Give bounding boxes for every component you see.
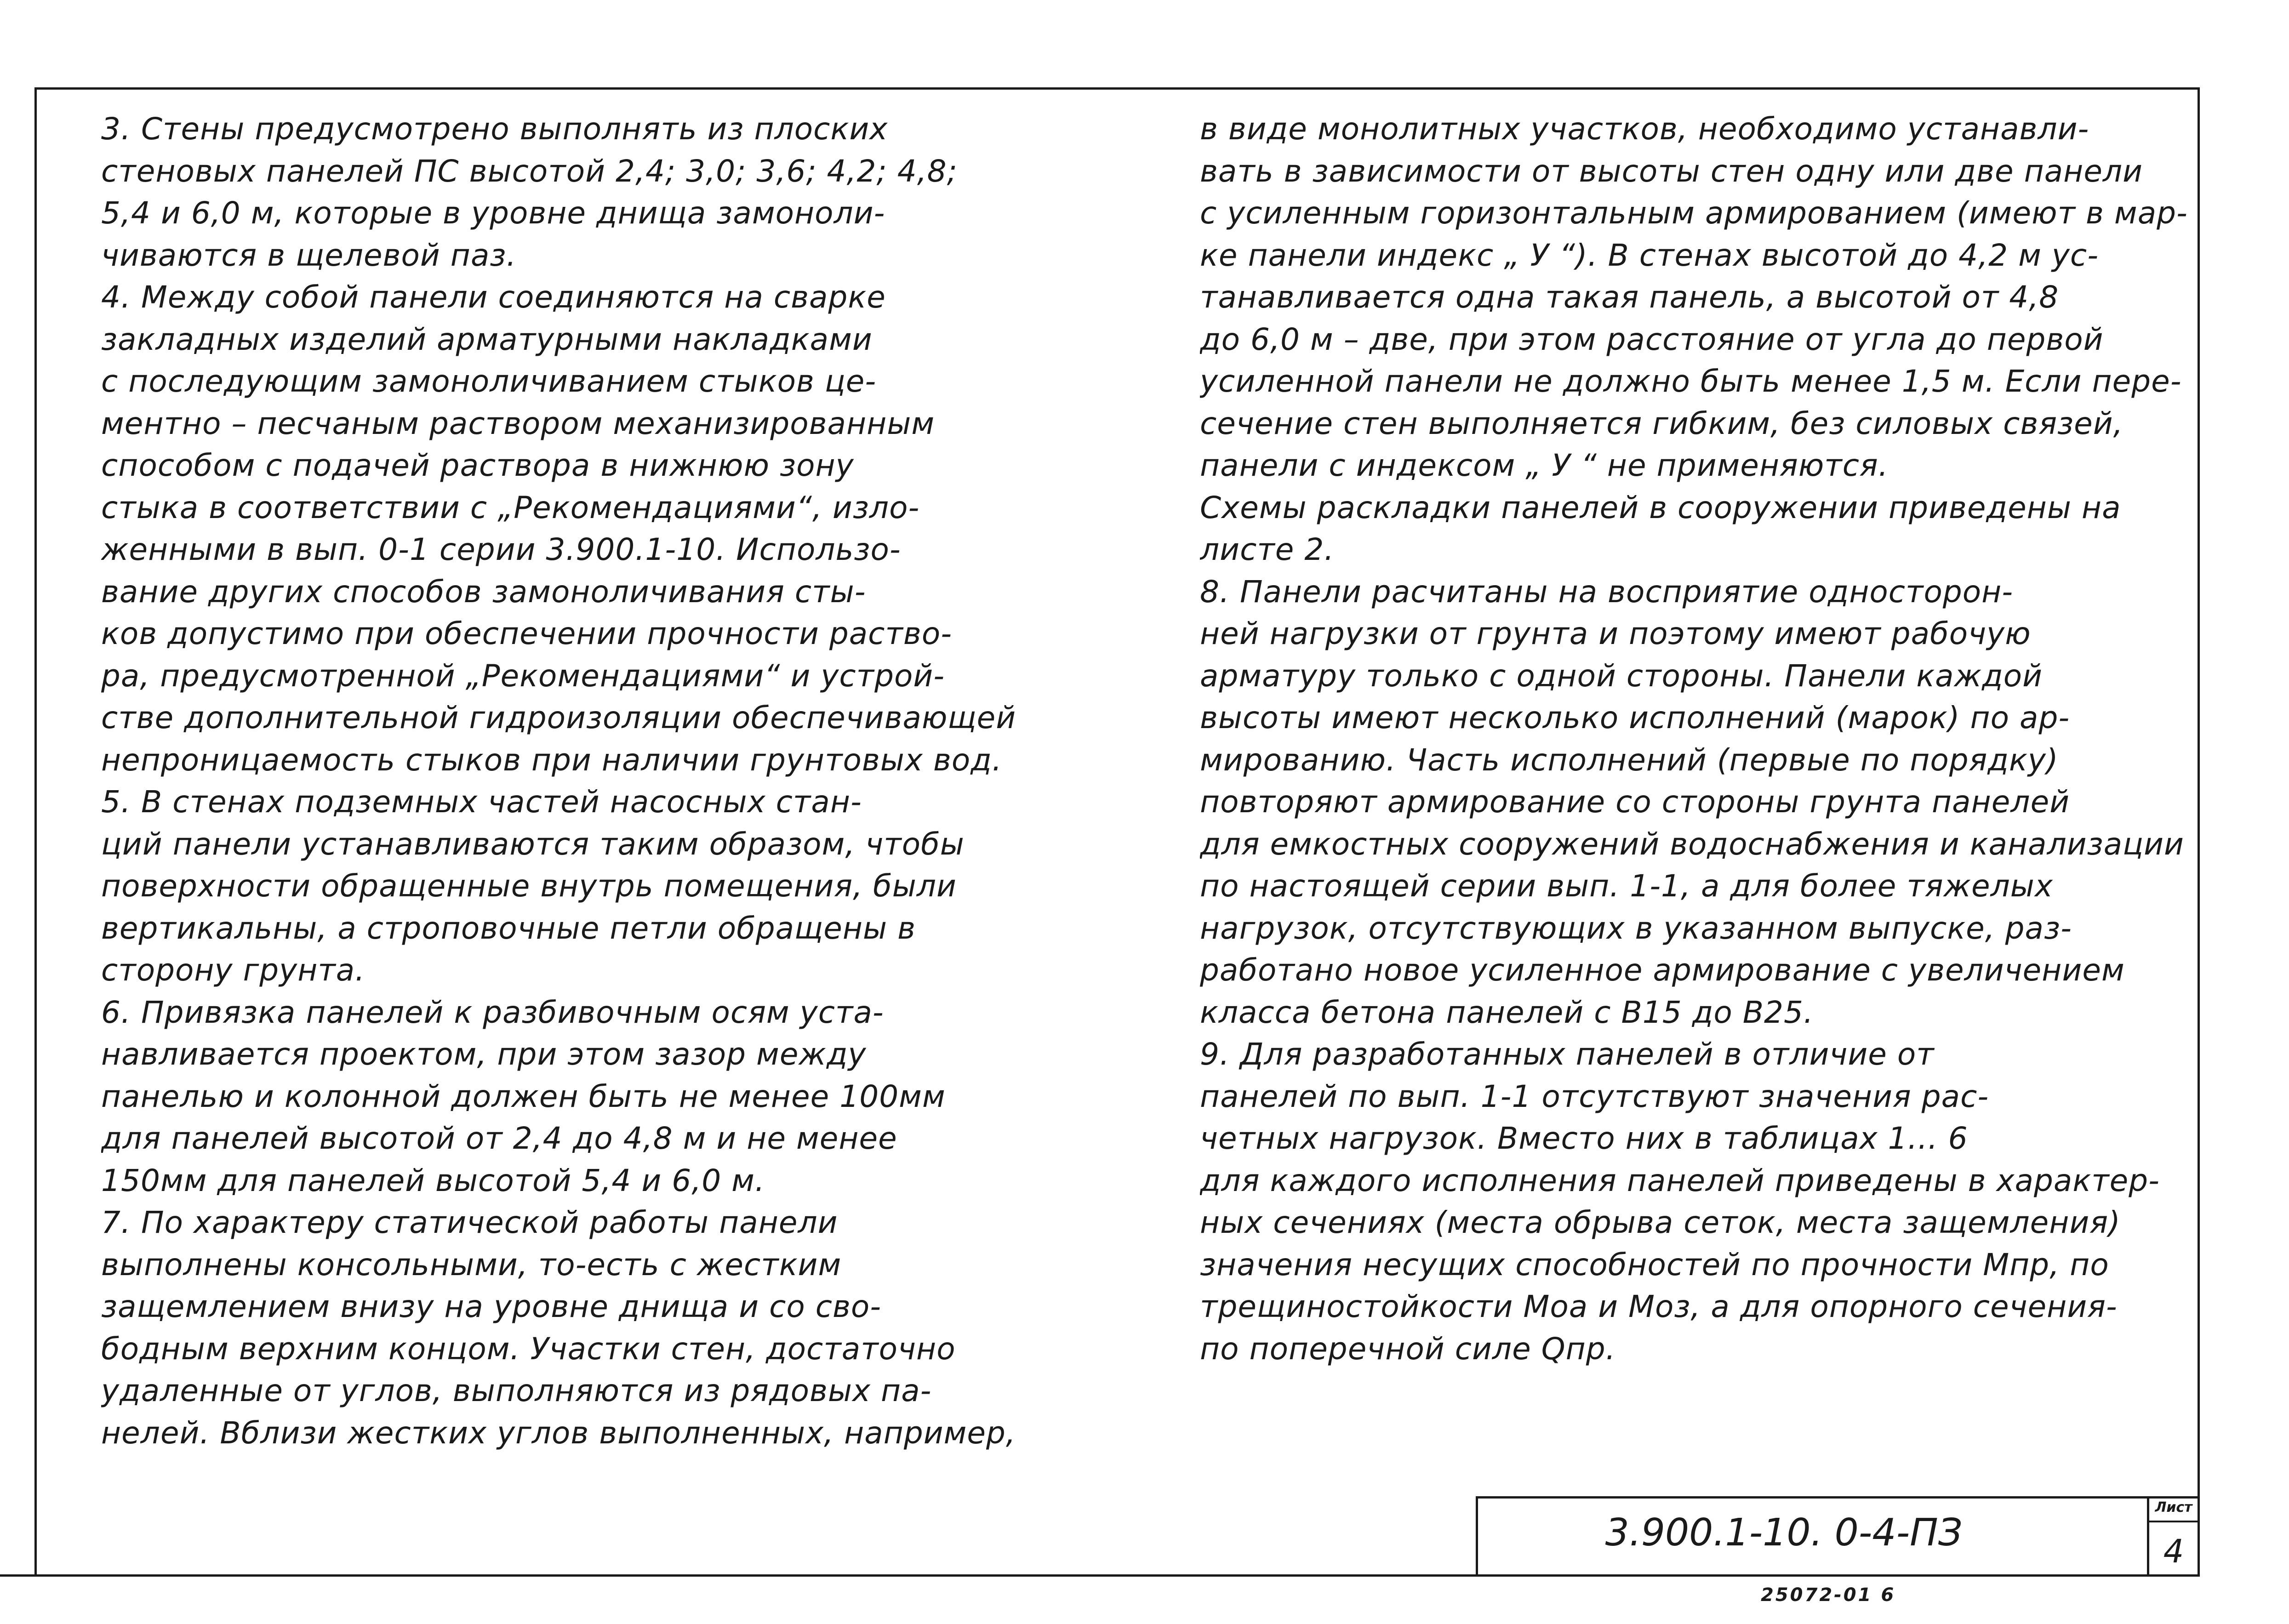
text-line: выполнены консольными, то-есть с жестким bbox=[101, 1247, 842, 1282]
text-line: поверхности обращенные внутрь помещения, были bbox=[101, 868, 957, 904]
text-line: закладных изделий арматурными накладками bbox=[101, 321, 873, 357]
text-line: вать в зависимости от высоты стен одну или две панели bbox=[1200, 153, 2143, 189]
text-line: непроницаемость стыков при наличии грунтовых вод. bbox=[101, 742, 1002, 778]
text-line: с последующим замоноличиванием стыков це- bbox=[101, 364, 877, 399]
text-line: высоты имеют несколько исполнений (марок) по ар- bbox=[1200, 700, 2070, 735]
text-line: 8. Панели расчитаны на восприятие одностoрон- bbox=[1200, 574, 2014, 610]
text-line: нелей. Вблизи жестких углов выполненных, например, bbox=[101, 1415, 1016, 1451]
text-line: панелью и колонной должен быть не менее 100мм bbox=[101, 1078, 946, 1114]
frame-left-border bbox=[34, 87, 37, 1577]
text-line: Схемы раскладки панелей в сооружении приведены на bbox=[1200, 490, 2121, 525]
frame-bottom-border bbox=[0, 1574, 2200, 1577]
text-line: навливается проектом, при этом зазор между bbox=[101, 1037, 867, 1072]
text-line: для емкостных сооружений водоснабжения и канализации bbox=[1200, 826, 2184, 862]
text-line: танавливается одна такая панель, а высотой от 4,8 bbox=[1200, 279, 2059, 315]
text-line: ций панели устанавливаются таким образом, чтобы bbox=[101, 826, 965, 862]
text-line: мированию. Часть исполнений (первые по порядку) bbox=[1200, 742, 2059, 778]
text-line: 5,4 и 6,0 м, которые в уровне днища замоноли- bbox=[101, 195, 885, 231]
text-line: 7. По характеру статической работы панели bbox=[101, 1205, 838, 1240]
text-line: по настоящей серии вып. 1-1, а для более тяжелых bbox=[1200, 868, 2053, 904]
text-line: для панелей высотой от 2,4 до 4,8 м и не менее bbox=[101, 1121, 897, 1156]
text-line: ра, предусмотренной „Рекомендациями“ и устрой- bbox=[101, 658, 945, 694]
text-line: чиваются в щелевой паз. bbox=[101, 237, 517, 273]
text-line: ментно – песчаным раствором механизированным bbox=[101, 405, 935, 441]
text-line: работано новое усиленное армирование с увеличением bbox=[1200, 952, 2125, 988]
left-text-column bbox=[101, 108, 1172, 1454]
text-line: для каждого исполнения панелей приведены в характер- bbox=[1200, 1162, 2160, 1198]
text-line: панели с индексом „ У “ не применяются. bbox=[1200, 448, 1889, 483]
document-code: 3.900.1-10. 0-4-ПЗ bbox=[1605, 1511, 1963, 1555]
text-line: нагрузок, отсутствующих в указанном выпуске, раз- bbox=[1200, 910, 2072, 946]
text-line: 150мм для панелей высотой 5,4 и 6,0 м. bbox=[101, 1162, 765, 1198]
sheet-number: 4 bbox=[2163, 1533, 2184, 1570]
sheet-cell-divider-line bbox=[2147, 1521, 2200, 1522]
text-line: ке панели индекс „ У “). В стенах высотой до 4,2 м ус- bbox=[1200, 237, 2099, 273]
text-line: арматуру только с одной стороны. Панели каждой bbox=[1200, 658, 2043, 694]
text-line: усиленной панели не должно быть менее 1,5 м. Если пере- bbox=[1200, 364, 2182, 399]
text-line: с усиленным горизонтальным армированием (имеют в мар- bbox=[1200, 195, 2188, 231]
text-line: 5. В стенах подземных частей насосных стан- bbox=[101, 784, 862, 820]
title-block-left-line bbox=[1476, 1496, 1478, 1577]
inventory-number: 25072-01 6 bbox=[1761, 1584, 1896, 1606]
text-line: способом с подачей раствора в нижнюю зону bbox=[101, 448, 854, 483]
text-line: 6. Привязка панелей к разбивочным осям уста- bbox=[101, 994, 884, 1030]
frame-right-border bbox=[2198, 87, 2200, 1577]
text-line: сечение стен выполняется гибким, без силовых связей, bbox=[1200, 405, 2123, 441]
text-line: значения несущих способностей по прочности Мпр, по bbox=[1200, 1247, 2109, 1282]
text-line: сторону грунта. bbox=[101, 952, 365, 988]
text-line: женными в вып. 0-1 серии 3.900.1-10. Использо- bbox=[101, 532, 901, 567]
text-line: бодным верхним концом. Участки стен, достаточно bbox=[101, 1331, 956, 1367]
text-line: стеновых панелей ПС высотой 2,4; 3,0; 3,6; 4,2; 4,8; bbox=[101, 153, 958, 189]
text-line: стыка в соответствии с „Рекомендациями“, изло- bbox=[101, 490, 920, 525]
text-line: ных сечениях (места обрыва сеток, места защемления) bbox=[1200, 1205, 2121, 1240]
text-line: по поперечной силе Qпр. bbox=[1200, 1331, 1616, 1367]
title-block-top-line bbox=[1476, 1496, 2200, 1499]
sheet-label: Лист bbox=[2155, 1499, 2192, 1516]
right-text-column bbox=[1200, 108, 2188, 1370]
text-line: четных нагрузок. Вместо них в таблицах 1... 6 bbox=[1200, 1121, 1968, 1156]
text-line: листе 2. bbox=[1200, 532, 1335, 567]
text-line: трещиностойкости Моа и Моз, а для опорного сечения- bbox=[1200, 1289, 2118, 1324]
text-line: 9. Для разработанных панелей в отличие от bbox=[1200, 1037, 1935, 1072]
text-line: защемлением внизу на уровне днища и со сво- bbox=[101, 1289, 882, 1324]
text-line: ков допустимо при обеспечении прочности раство- bbox=[101, 616, 953, 651]
text-line: вертикальны, а строповочные петли обращены в bbox=[101, 910, 916, 946]
text-line: стве дополнительной гидроизоляции обеспечивающей bbox=[101, 700, 1016, 735]
text-line: вание других способов замоноличивания сты- bbox=[101, 574, 866, 610]
text-line: удаленные от углов, выполняются из рядовых па- bbox=[101, 1373, 932, 1408]
text-line: ней нагрузки от грунта и поэтому имеют рабочую bbox=[1200, 616, 2031, 651]
text-line: до 6,0 м – две, при этом расстояние от угла до первой bbox=[1200, 321, 2104, 357]
text-line: панелей по вып. 1-1 отсутствуют значения рас- bbox=[1200, 1078, 1989, 1114]
title-block-divider-line bbox=[2147, 1496, 2149, 1577]
text-line: повторяют армирование со стороны грунта панелей bbox=[1200, 784, 2070, 820]
text-line: 3. Стены предусмотрено выполнять из плоских bbox=[101, 111, 888, 147]
text-line: класса бетона панелей с В15 до В25. bbox=[1200, 994, 1814, 1030]
text-line: в виде монолитных участков, необходимо устанавли- bbox=[1200, 111, 2089, 147]
frame-top-border bbox=[34, 87, 2200, 90]
text-line: 4. Между собой панели соединяются на сварке bbox=[101, 279, 886, 315]
